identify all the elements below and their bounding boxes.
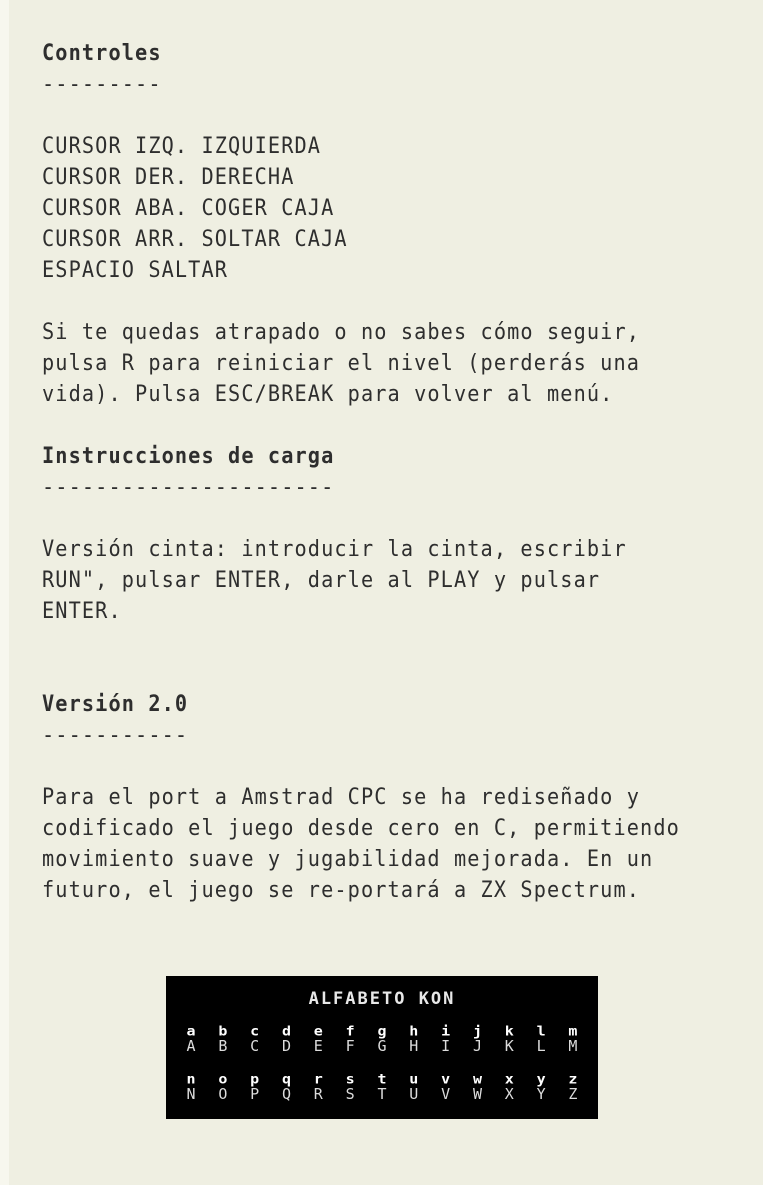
kon-glyph: k [504,1022,514,1040]
latin-letter: M [568,1037,578,1055]
version-line: codificado el juego desde cero en C, permitiendo [42,816,680,841]
latin-letter: Z [568,1085,578,1103]
control-line: CURSOR IZQ. IZQUIERDA [42,134,322,159]
kon-glyph: s [345,1070,355,1088]
latin-letter: S [345,1085,355,1103]
latin-letter: J [472,1037,482,1055]
latin-letter: T [377,1085,387,1103]
kon-glyph: z [568,1070,578,1088]
kon-glyph: h [409,1022,419,1040]
kon-glyph: t [377,1070,387,1088]
alphabet-glyph-pair [403,1024,425,1054]
kon-glyph: v [441,1070,451,1088]
latin-letter: Q [281,1085,291,1103]
alphabet-row-1 [180,1024,584,1054]
latin-letter: F [345,1037,355,1055]
kon-glyph: d [281,1022,291,1040]
version-line: futuro, el juego se re-portará a ZX Spectrum. [42,878,641,903]
controls-note-line: pulsa R para reiniciar el nivel (perderás una [42,351,641,376]
loading-underline: ---------------------- [42,475,335,500]
alphabet-glyph-pair [244,1072,266,1102]
latin-letter: X [504,1085,514,1103]
kon-glyph: x [504,1070,514,1088]
alphabet-glyph-pair [212,1024,234,1054]
alphabet-glyph-pair [339,1072,361,1102]
alphabet-glyph-pair [498,1072,520,1102]
alphabet-glyph-pair [371,1072,393,1102]
alphabet-glyph-pair [244,1024,266,1054]
kon-glyph: b [218,1022,228,1040]
kon-glyph: a [186,1022,196,1040]
control-line: CURSOR ABA. COGER CAJA [42,196,335,221]
alphabet-glyph-pair [307,1024,329,1054]
latin-letter: G [377,1037,387,1055]
controls-note-line: Si te quedas atrapado o no sabes cómo seguir, [42,320,641,345]
kon-glyph: i [441,1022,451,1040]
kon-glyph: w [472,1070,482,1088]
control-line: CURSOR DER. DERECHA [42,165,295,190]
kon-glyph: j [472,1022,482,1040]
alphabet-glyph-pair [403,1072,425,1102]
latin-letter: E [313,1037,323,1055]
kon-glyph: y [536,1070,546,1088]
loading-line: Versión cinta: introducir la cinta, escribir [42,537,627,562]
latin-letter: V [441,1085,451,1103]
latin-letter: P [250,1085,260,1103]
loading-line: RUN", pulsar ENTER, darle al PLAY y pulsar [42,568,601,593]
latin-letter: L [536,1037,546,1055]
version-line: Para el port a Amstrad CPC se ha rediseñado y [42,785,641,810]
kon-glyph: q [281,1070,291,1088]
latin-letter: C [250,1037,260,1055]
kon-glyph: r [313,1070,323,1088]
kon-glyph: g [377,1022,387,1040]
alphabet-glyph-pair [435,1024,457,1054]
alphabet-glyph-pair [530,1024,552,1054]
latin-letter: Y [536,1085,546,1103]
kon-glyph: e [313,1022,323,1040]
alphabet-glyph-pair [498,1024,520,1054]
latin-letter: U [409,1085,419,1103]
kon-glyph: l [536,1022,546,1040]
latin-letter: O [218,1085,228,1103]
alphabet-glyph-pair [275,1024,297,1054]
latin-letter: W [472,1085,482,1103]
document-text [42,38,686,906]
version-line: movimiento suave y jugabilidad mejorada. En un [42,847,654,872]
alphabet-row-2 [180,1072,584,1102]
loading-line: ENTER. [42,599,122,624]
alphabet-glyph-pair [275,1072,297,1102]
alphabet-glyph-pair [180,1024,202,1054]
kon-glyph: u [409,1070,419,1088]
controls-note-line: vida). Pulsa ESC/BREAK para volver al menú. [42,382,614,407]
kon-glyph: f [345,1022,355,1040]
control-line: CURSOR ARR. SOLTAR CAJA [42,227,348,252]
kon-glyph: p [250,1070,260,1088]
alphabet-glyph-pair [339,1024,361,1054]
version-heading: Versión 2.0 [42,692,189,717]
alphabet-title: ALFABETO KON [308,989,456,1009]
alphabet-glyph-pair [435,1072,457,1102]
alphabet-glyph-pair [466,1072,488,1102]
kon-glyph: n [186,1070,196,1088]
latin-letter: R [313,1085,323,1103]
alphabet-glyph-pair [180,1072,202,1102]
latin-letter: I [441,1037,451,1055]
alphabet-glyph-pair [212,1072,234,1102]
kon-glyph: m [568,1022,578,1040]
alphabet-glyph-pair [466,1024,488,1054]
controls-underline: --------- [42,72,162,97]
alphabet-glyph-pair [307,1072,329,1102]
latin-letter: K [504,1037,514,1055]
alphabet-glyph-pair [562,1024,584,1054]
alphabet-image [166,976,598,1119]
loading-heading: Instrucciones de carga [42,444,335,469]
latin-letter: N [186,1085,196,1103]
version-underline: ----------- [42,723,189,748]
controls-heading: Controles [42,41,162,66]
kon-glyph: c [250,1022,260,1040]
latin-letter: A [186,1037,196,1055]
latin-letter: B [218,1037,228,1055]
kon-glyph: o [218,1070,228,1088]
latin-letter: D [281,1037,291,1055]
latin-letter: H [409,1037,419,1055]
alphabet-glyph-pair [371,1024,393,1054]
alphabet-glyph-pair [562,1072,584,1102]
control-line: ESPACIO SALTAR [42,258,229,283]
alphabet-glyph-pair [530,1072,552,1102]
